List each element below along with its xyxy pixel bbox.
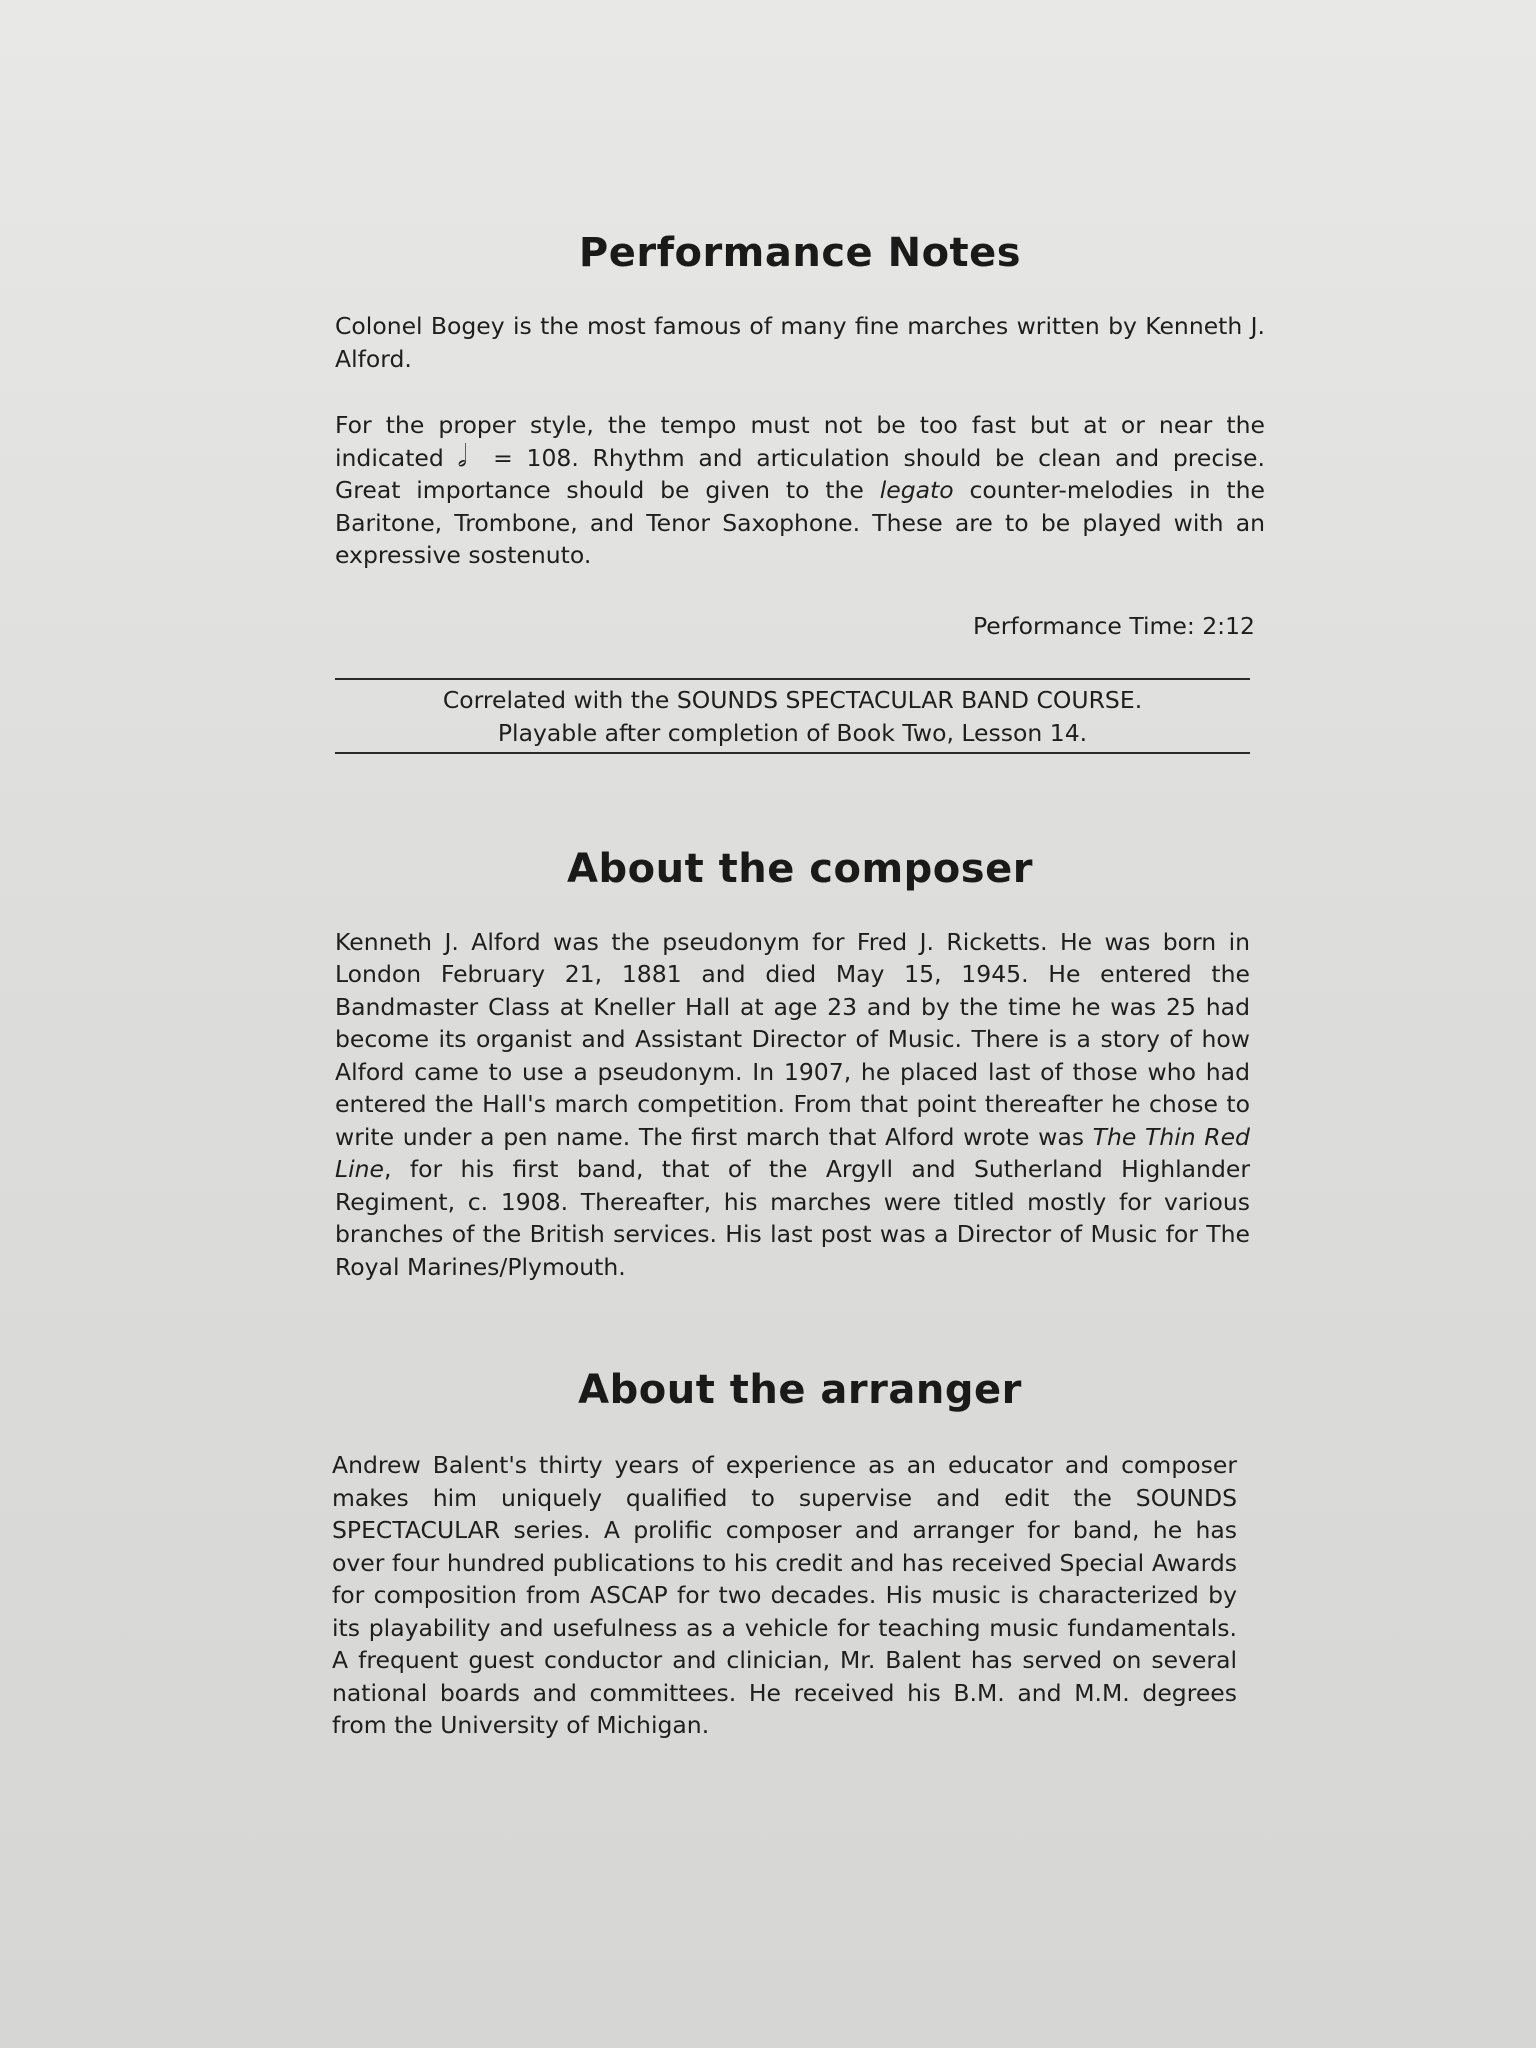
correlation-box	[335, 678, 1250, 754]
performance-time: Performance Time: 2:12	[972, 611, 1255, 640]
style-text-part1: For the proper style, the tempo must not be too fast but at or near the indicated	[335, 411, 1265, 472]
correlation-line-1: Correlated with the SOUNDS SPECTACULAR BAND COURSE.	[442, 685, 1143, 714]
about-arranger-heading: About the arranger	[578, 1367, 1022, 1413]
composer-text-part1: Kenneth J. Alford was the pseudonym for Fred J. Ricketts. He was born in London February 21, 1881 and died May 15, 1945. He entered the Bandmaster Class at Kneller Hall at age 23 and by the time he was 25 had become its organist and Assistant Director of Music. There is a story of how Alford came to use a pseudonym. In 1907, he placed last of those who had entered the Hall's march competition. From that point thereafter he chose to write under a pen name. The first march that Alford wrote was	[335, 927, 1250, 1151]
style-text-part3: counter-melodies in the Baritone, Trombone, and Tenor Saxophone. These are to be played with an expressive sostenuto.	[335, 476, 1265, 569]
performance-notes-heading: Performance Notes	[578, 230, 1022, 276]
about-composer-heading: About the composer	[567, 845, 1033, 892]
about-arranger-paragraph: Andrew Balent's thirty years of experience as an educator and composer makes him uniquely qualified to supervise and edit the SOUNDS SPECTACULAR series. A prolific composer and arranger for band, he has over four hundred publications to his credit and has received Special Awards for composition from ASCAP for two decades. His music is characterized by its playability and usefulness as a vehicle for teaching music fundamentals. A frequent guest conductor and clinician, Mr. Balent has served on several national boards and committees. He received his B.M. and M.M. degrees from the University of Michigan.	[332, 1451, 1237, 1739]
thin-red-line-italic: The Thin Red Line	[335, 1122, 1250, 1183]
performance-style-paragraph	[335, 409, 1265, 572]
performance-intro-paragraph: Colonel Bogey is the most famous of many fine marches written by Kenneth J. Alford.	[335, 312, 1265, 373]
about-composer-paragraph	[335, 926, 1250, 1284]
correlation-line-2: Playable after completion of Book Two, Lesson 14.	[497, 718, 1088, 747]
half-note-icon: 𝅗𝅥	[457, 438, 468, 474]
legato-italic: legato	[879, 476, 954, 504]
composer-text-part2: , for his first band, that of the Argyll and Sutherland Highlander Regiment, c. 1908. Thereafter, his marches were titled mostly for various branches of the British services. His last post was a Director of Music for The Royal Marines/Plymouth.	[335, 1155, 1250, 1281]
document-page	[332, 230, 1265, 1742]
style-text-part2: = 108. Rhythm and articulation should be clean and precise. Great importance should be given to the	[335, 443, 1265, 504]
